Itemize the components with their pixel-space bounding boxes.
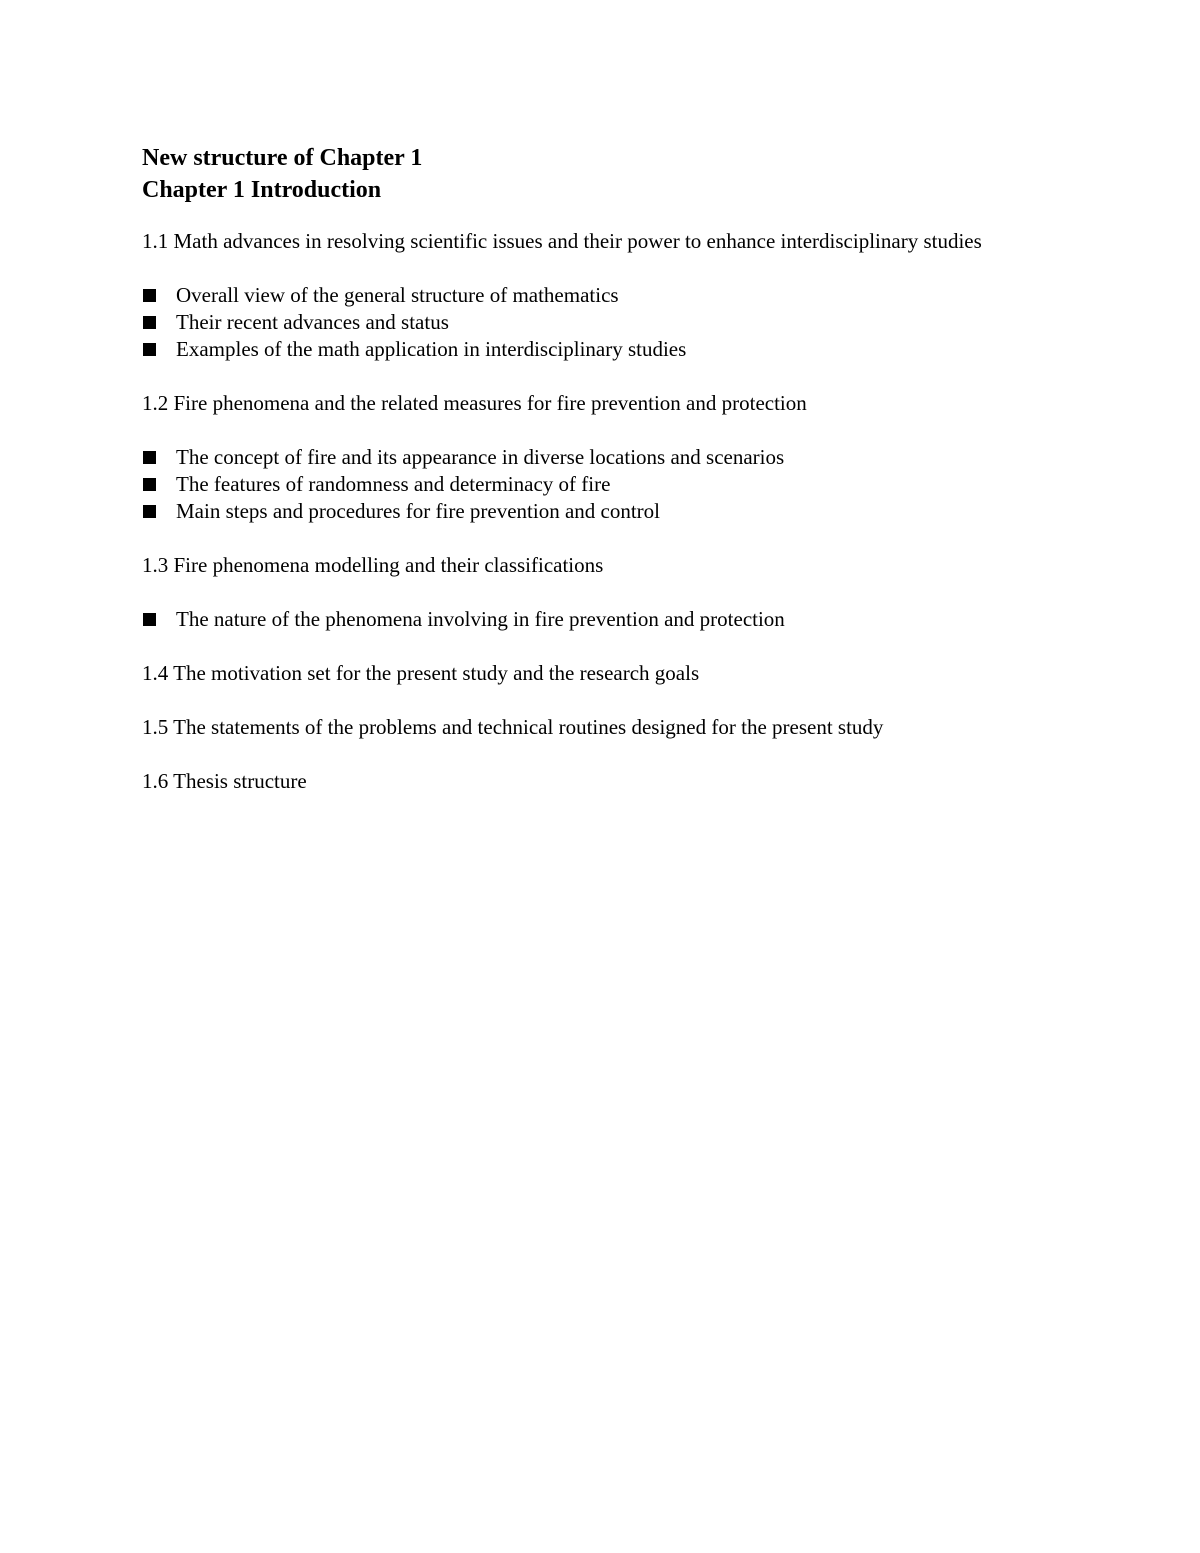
black-square-icon: [143, 613, 156, 626]
spacer: [142, 206, 1058, 228]
section-heading-1-3: 1.3 Fire phenomena modelling and their classifications: [142, 553, 604, 577]
section-heading-1-6: 1.6 Thesis structure: [142, 769, 307, 793]
spacer: [142, 417, 1058, 444]
list-item: [142, 282, 1058, 309]
list-item: [142, 471, 1058, 498]
section-heading-1-2: 1.2 Fire phenomena and the related measures for fire prevention and protection: [142, 391, 807, 415]
black-square-icon: [143, 505, 156, 518]
document-body: [142, 142, 1058, 795]
black-square-icon: [143, 343, 156, 356]
spacer: [142, 525, 1058, 552]
spacer: [142, 579, 1058, 606]
list-item: [142, 336, 1058, 363]
list-item: [142, 309, 1058, 336]
bullet-list-1-2: [142, 444, 1058, 525]
list-item-text: The nature of the phenomena involving in fire prevention and protection: [176, 607, 785, 631]
spacer: [142, 363, 1058, 390]
black-square-icon: [143, 289, 156, 302]
list-item: [142, 498, 1058, 525]
black-square-icon: [143, 451, 156, 464]
bullet-list-1-1: [142, 282, 1058, 363]
spacer: [142, 633, 1058, 660]
section-heading-1-1: 1.1 Math advances in resolving scientific issues and their power to enhance interdisciplinary studies: [142, 229, 982, 253]
list-item: [142, 444, 1058, 471]
list-item-text: Main steps and procedures for fire prevention and control: [176, 499, 661, 523]
spacer: [142, 687, 1058, 714]
chapter-title: Chapter 1 Introduction: [142, 177, 382, 203]
bullet-list-1-3: [142, 606, 1058, 633]
spacer: [142, 255, 1058, 282]
list-item: [142, 606, 1058, 633]
section-heading-1-4: 1.4 The motivation set for the present study and the research goals: [142, 661, 700, 685]
section-heading-1-5: 1.5 The statements of the problems and technical routines designed for the present study: [142, 715, 884, 739]
document-title: New structure of Chapter 1: [142, 145, 423, 171]
list-item-text: The features of randomness and determinacy of fire: [176, 472, 611, 496]
list-item-text: Examples of the math application in interdisciplinary studies: [176, 337, 687, 361]
black-square-icon: [143, 316, 156, 329]
black-square-icon: [143, 478, 156, 491]
list-item-text: The concept of fire and its appearance in diverse locations and scenarios: [176, 445, 785, 469]
list-item-text: Their recent advances and status: [176, 310, 449, 334]
list-item-text: Overall view of the general structure of mathematics: [176, 283, 619, 307]
spacer: [142, 741, 1058, 768]
